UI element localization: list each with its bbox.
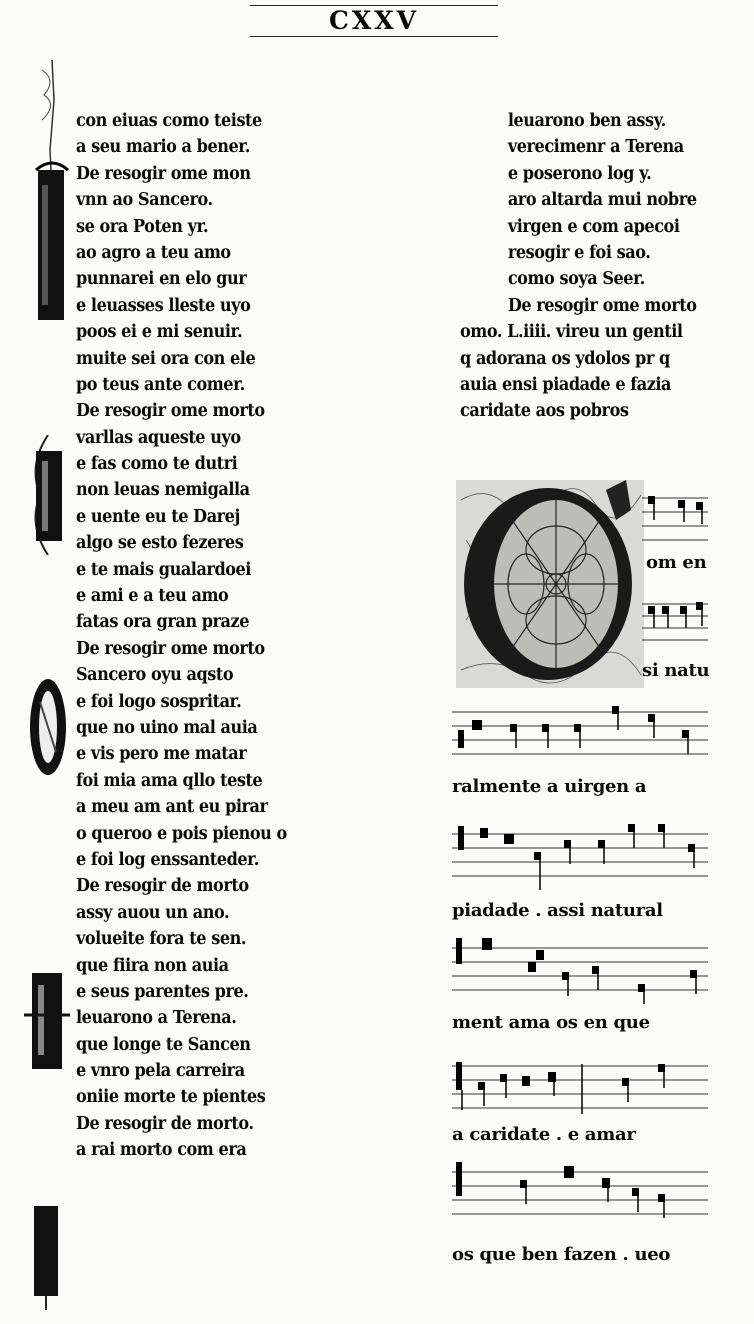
music-staff-2 <box>452 596 708 642</box>
text-line: De resogir de morto <box>76 876 249 897</box>
initial-ornament-2 <box>18 435 78 555</box>
text-line: a meu am ant eu pirar <box>76 797 268 818</box>
text-line: e leuasses lleste uyo <box>76 295 251 316</box>
left-text-column <box>76 108 296 1164</box>
text-line: como soya Seer. <box>507 269 645 290</box>
text-line: algo se esto fezeres <box>76 533 244 554</box>
text-line: que fiira non auia <box>76 955 229 976</box>
text-line: virgen e com apecoi <box>507 216 680 237</box>
text-line: Sancero oyu aqsto <box>76 665 234 686</box>
text-line: que longe te Sancen <box>76 1034 251 1055</box>
text-line: volueite fora te sen. <box>76 929 246 950</box>
folio-number: CXXV <box>250 5 498 37</box>
text-line: e seus parentes pre. <box>76 981 249 1002</box>
text-line: e vnro pela carreira <box>76 1061 245 1082</box>
text-line: e foi log enssanteder. <box>76 849 259 870</box>
music-lyric: ralmente a uirgen a <box>452 776 647 797</box>
text-line: e poserono log y. <box>507 163 652 184</box>
initial-ornament-4 <box>18 965 78 1075</box>
text-line: a rai morto com era <box>76 1140 247 1161</box>
text-line: e vis pero me matar <box>76 744 247 765</box>
text-line: e uente eu te Darej <box>76 506 240 527</box>
text-line: muite sei ora con ele <box>76 348 256 369</box>
text-line: que no uino mal auia <box>76 717 258 738</box>
text-line: po teus ante comer. <box>76 374 245 395</box>
music-lyric: piadade . assi natural <box>452 900 663 921</box>
text-line: a seu mario a bener. <box>76 137 250 158</box>
text-line: De resogir ome mon <box>76 163 251 184</box>
text-line: leuarono ben assy. <box>507 111 666 131</box>
music-staff-4 <box>452 820 708 892</box>
text-line: assy auou un ano. <box>76 902 230 923</box>
text-line: non leuas nemigalla <box>76 480 250 501</box>
text-line: vnn ao Sancero. <box>76 190 213 211</box>
text-line: con eiuas como teiste <box>76 111 262 131</box>
text-line: caridate aos pobros <box>460 401 629 422</box>
music-lyric: om en <box>646 552 707 573</box>
text-line: e foi logo sospritar. <box>76 691 242 712</box>
text-line: ao agro a teu amo <box>76 242 231 263</box>
text-line: e ami e a teu amo <box>76 586 229 607</box>
music-staff-5 <box>452 934 708 1006</box>
text-line: resogir e foi sao. <box>507 242 651 263</box>
text-line: foi mia ama qllo teste <box>76 770 263 791</box>
music-staff-1 <box>452 488 708 544</box>
music-staff-7 <box>452 1158 708 1228</box>
initial-ornament-5 <box>24 1200 64 1310</box>
music-lyric: ment ama os en que <box>452 1012 650 1033</box>
text-line: se ora Poten yr. <box>76 216 209 237</box>
text-line: o queroo e pois pienou o <box>76 823 287 844</box>
text-line: omo. L.iiii. vireu un gentil <box>460 322 683 343</box>
text-line: De resogir ome morto <box>76 638 265 659</box>
text-line: oniie morte te pientes <box>76 1087 266 1108</box>
text-line: verecimenr a Terena <box>507 137 684 158</box>
text-line: q adorana os ydolos pr q <box>460 348 670 369</box>
text-line: leuarono a Terena. <box>76 1008 237 1029</box>
music-lyric: si natu <box>642 660 710 681</box>
text-line: e te mais gualardoei <box>76 559 251 580</box>
music-staff-6 <box>452 1054 708 1124</box>
text-line: aro altarda mui nobre <box>507 190 697 211</box>
initial-ornament-3 <box>20 672 70 782</box>
text-line: varllas aqueste uyo <box>76 427 241 448</box>
text-line: De resogir ome morto <box>507 295 697 316</box>
right-text-column <box>460 108 710 425</box>
music-lyric: os que ben fazen . ueo <box>452 1244 671 1265</box>
text-line: e fas como te dutri <box>76 454 238 475</box>
music-staff-3 <box>452 700 708 764</box>
text-line: auia ensi piadade e fazia <box>460 374 672 395</box>
music-lyric: a caridate . e amar <box>452 1124 636 1145</box>
text-line: De resogir de morto. <box>76 1113 254 1134</box>
text-line: punnarei en elo gur <box>76 269 247 290</box>
text-line: poos ei e mi senuir. <box>76 322 243 343</box>
text-line: De resogir ome morto <box>76 401 265 422</box>
text-line: fatas ora gran praze <box>76 612 250 633</box>
initial-ornament-1 <box>22 60 82 320</box>
